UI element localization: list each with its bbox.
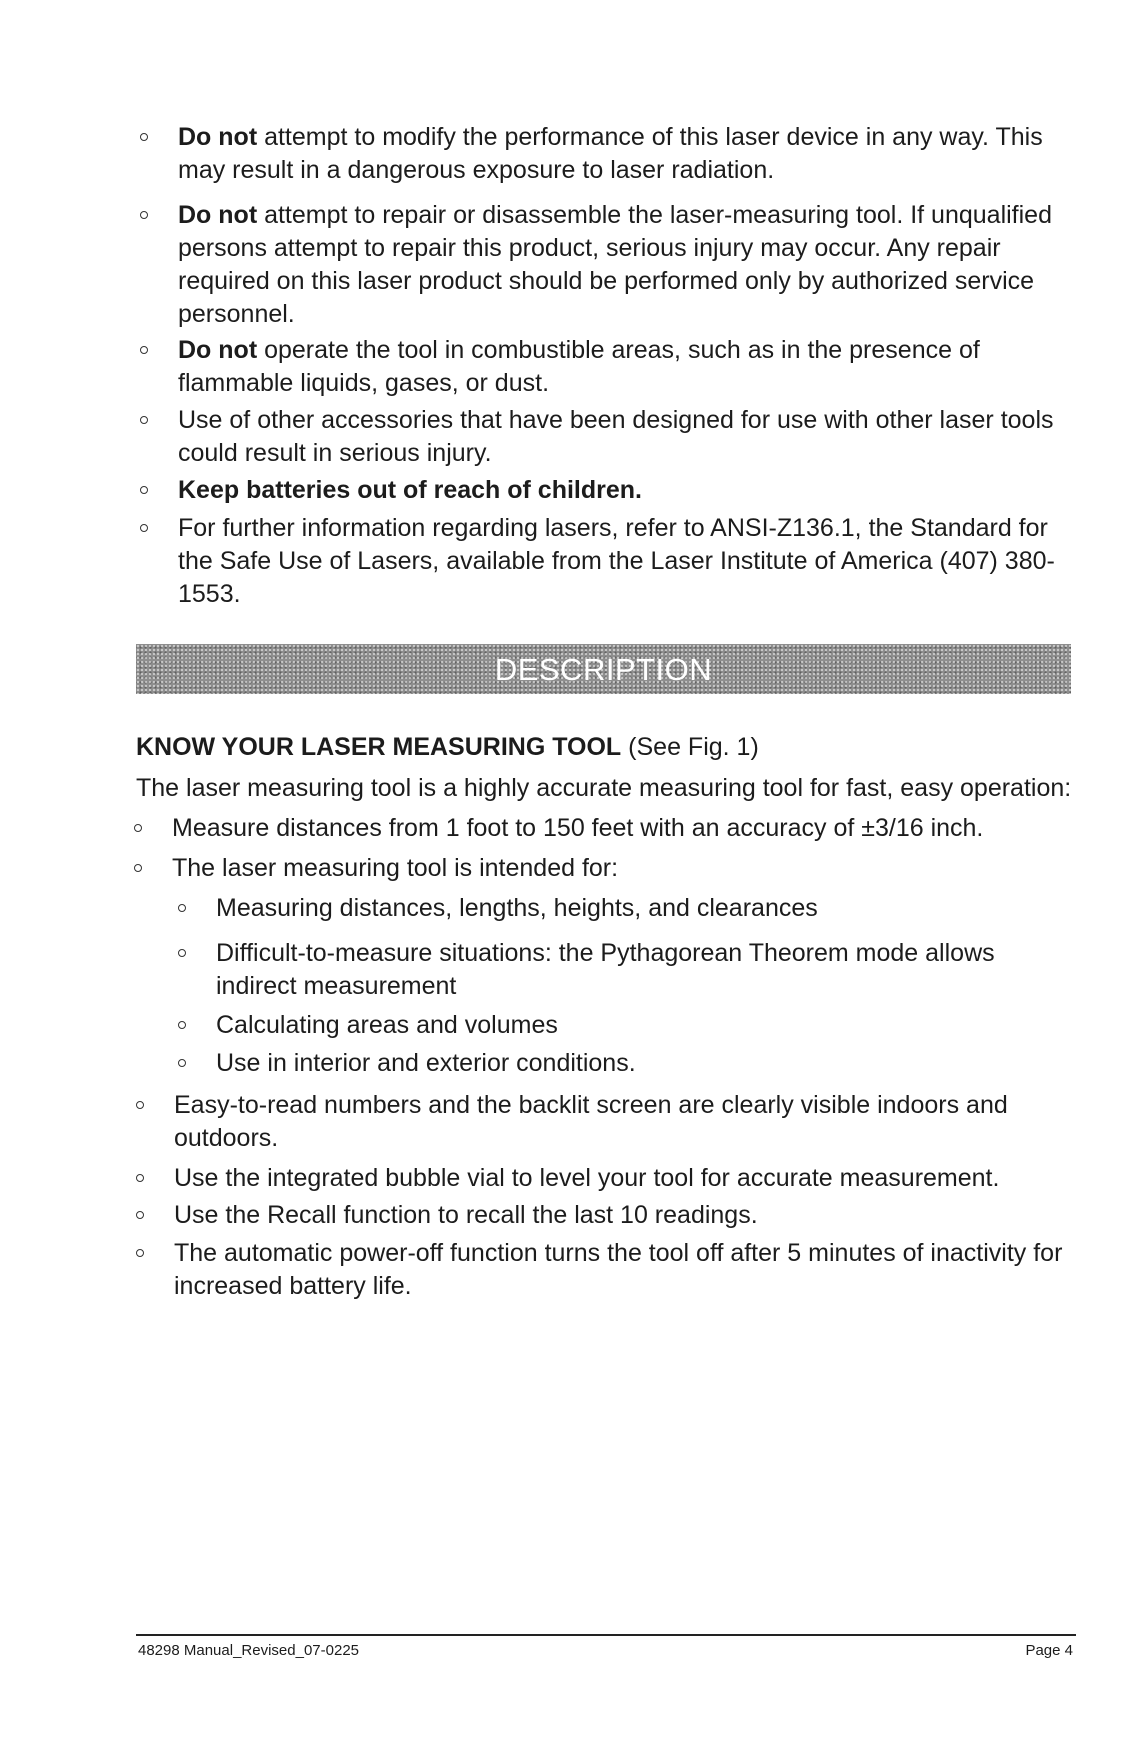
safety-item-strong: Do not (178, 201, 258, 229)
safety-item-text: Use of other accessories that have been designed for use with other laser tools could result in serious injury. (178, 406, 1054, 467)
safety-item-strong: Do not (178, 123, 258, 151)
bullet-icon (178, 949, 186, 957)
bullet-icon (140, 486, 148, 494)
use-item (216, 1009, 1062, 1042)
use-item (216, 1047, 1062, 1080)
safety-item-text: For further information regarding lasers, refer to ANSI-Z136.1, the Standard for the Safe Use of Lasers, available from the Laser Institute of America (407) 380-1553. (178, 514, 1055, 608)
feature-item (172, 812, 1062, 845)
feature-item-text: Measure distances from 1 foot to 150 feet with an accuracy of ±3/16 inch. (172, 814, 984, 842)
safety-item-text: operate the tool in combustible areas, such as in the presence of flammable liquids, gases, or dust. (178, 336, 980, 397)
bullet-icon (136, 1101, 144, 1109)
safety-item (178, 404, 1058, 470)
bullet-icon (140, 524, 148, 532)
bullet-icon (140, 346, 148, 354)
safety-item (178, 512, 1058, 611)
bullet-icon (134, 864, 142, 872)
use-item-text: Measuring distances, lengths, heights, and clearances (216, 894, 818, 922)
feature-item-text: The laser measuring tool is intended for: (172, 854, 619, 882)
feature-item (174, 1162, 1074, 1195)
use-item-text: Use in interior and exterior conditions. (216, 1049, 636, 1077)
bullet-icon (178, 1059, 186, 1067)
use-item (216, 937, 1062, 1003)
bullet-icon (178, 1021, 186, 1029)
safety-item (178, 121, 1058, 187)
bullet-icon (140, 211, 148, 219)
use-item-text: Difficult-to-measure situations: the Pythagorean Theorem mode allows indirect measurement (216, 939, 995, 1000)
use-item-text: Calculating areas and volumes (216, 1011, 558, 1039)
safety-item-strong: Do not (178, 336, 258, 364)
safety-item (178, 334, 1058, 400)
bullet-icon (136, 1249, 144, 1257)
use-item (216, 892, 1062, 925)
bullet-icon (140, 416, 148, 424)
safety-item-text: attempt to modify the performance of this laser device in any way. This may result in a dangerous exposure to laser radiation. (178, 123, 1043, 184)
footer-divider (136, 1634, 1076, 1636)
feature-item (172, 852, 1062, 885)
section-heading-ref: (See Fig. 1) (621, 733, 759, 761)
feature-item-text: The automatic power-off function turns the tool off after 5 minutes of inactivity for increased battery life. (174, 1239, 1063, 1300)
footer-page-number: Page 4 (1025, 1642, 1073, 1659)
feature-item (174, 1237, 1074, 1303)
bullet-icon (178, 904, 186, 912)
section-heading-title: KNOW YOUR LASER MEASURING TOOL (136, 733, 622, 761)
feature-item (174, 1089, 1074, 1155)
section-intro: The laser measuring tool is a highly accurate measuring tool for fast, easy operation: (136, 774, 1072, 802)
section-banner (136, 644, 1071, 694)
feature-item-text: Use the Recall function to recall the last 10 readings. (174, 1201, 758, 1229)
feature-item (174, 1199, 1074, 1232)
feature-item-text: Easy-to-read numbers and the backlit screen are clearly visible indoors and outdoors. (174, 1091, 1008, 1152)
safety-item (178, 474, 1058, 507)
bullet-icon (136, 1211, 144, 1219)
feature-item-text: Use the integrated bubble vial to level your tool for accurate measurement. (174, 1164, 1000, 1192)
section-banner-title: DESCRIPTION (494, 652, 713, 687)
safety-item (178, 199, 1058, 331)
safety-item-text: attempt to repair or disassemble the laser-measuring tool. If unqualified persons attempt to repair this product, serious injury may occur. Any repair required on this laser product should be performed only by authorized service personnel. (178, 201, 1052, 328)
bullet-icon (136, 1174, 144, 1182)
safety-item-strong: Keep batteries out of reach of children. (178, 476, 642, 504)
section-heading (136, 731, 1066, 764)
bullet-icon (134, 824, 142, 832)
footer-document-id: 48298 Manual_Revised_07-0225 (138, 1642, 360, 1659)
bullet-icon (140, 133, 148, 141)
